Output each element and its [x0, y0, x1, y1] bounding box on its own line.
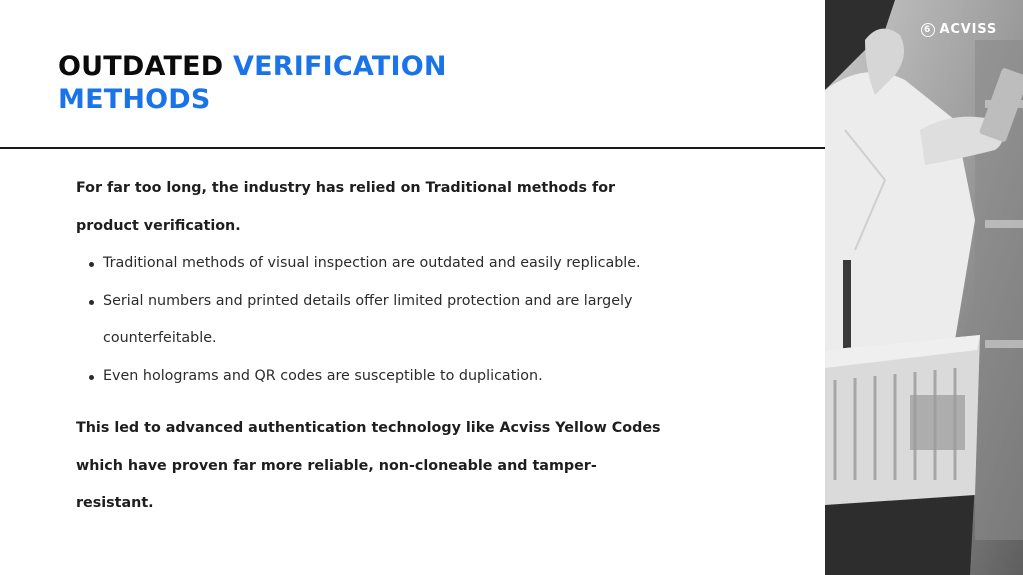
title-word-outdated: OUTDATED	[58, 51, 224, 82]
title-word-verification: VERIFICATION	[233, 51, 447, 82]
acviss-logo-text: ACVISS	[939, 22, 997, 37]
conclusion-paragraph: This led to advanced authentication technology like Acviss Yellow Codes which have proven far more reliable, non-cloneable and tamper-resistant.	[76, 420, 661, 511]
bullet-item: Even holograms and QR codes are susceptible to duplication.	[76, 358, 666, 396]
acviss-logo	[921, 22, 997, 37]
bullet-item: Serial numbers and printed details offer limited protection and are largely counterfeitable.	[76, 283, 666, 358]
bullet-list	[76, 245, 666, 395]
shopper-photo	[825, 0, 1023, 575]
bullet-item: Traditional methods of visual inspection are outdated and easily replicable.	[76, 245, 666, 283]
slide-title	[58, 50, 447, 116]
intro-paragraph: For far too long, the industry has relied on Traditional methods for product verification.	[76, 180, 616, 234]
slide-body	[76, 170, 666, 523]
acviss-logo-icon: 6	[921, 23, 935, 37]
title-divider	[0, 147, 833, 149]
title-word-methods: METHODS	[58, 84, 211, 115]
